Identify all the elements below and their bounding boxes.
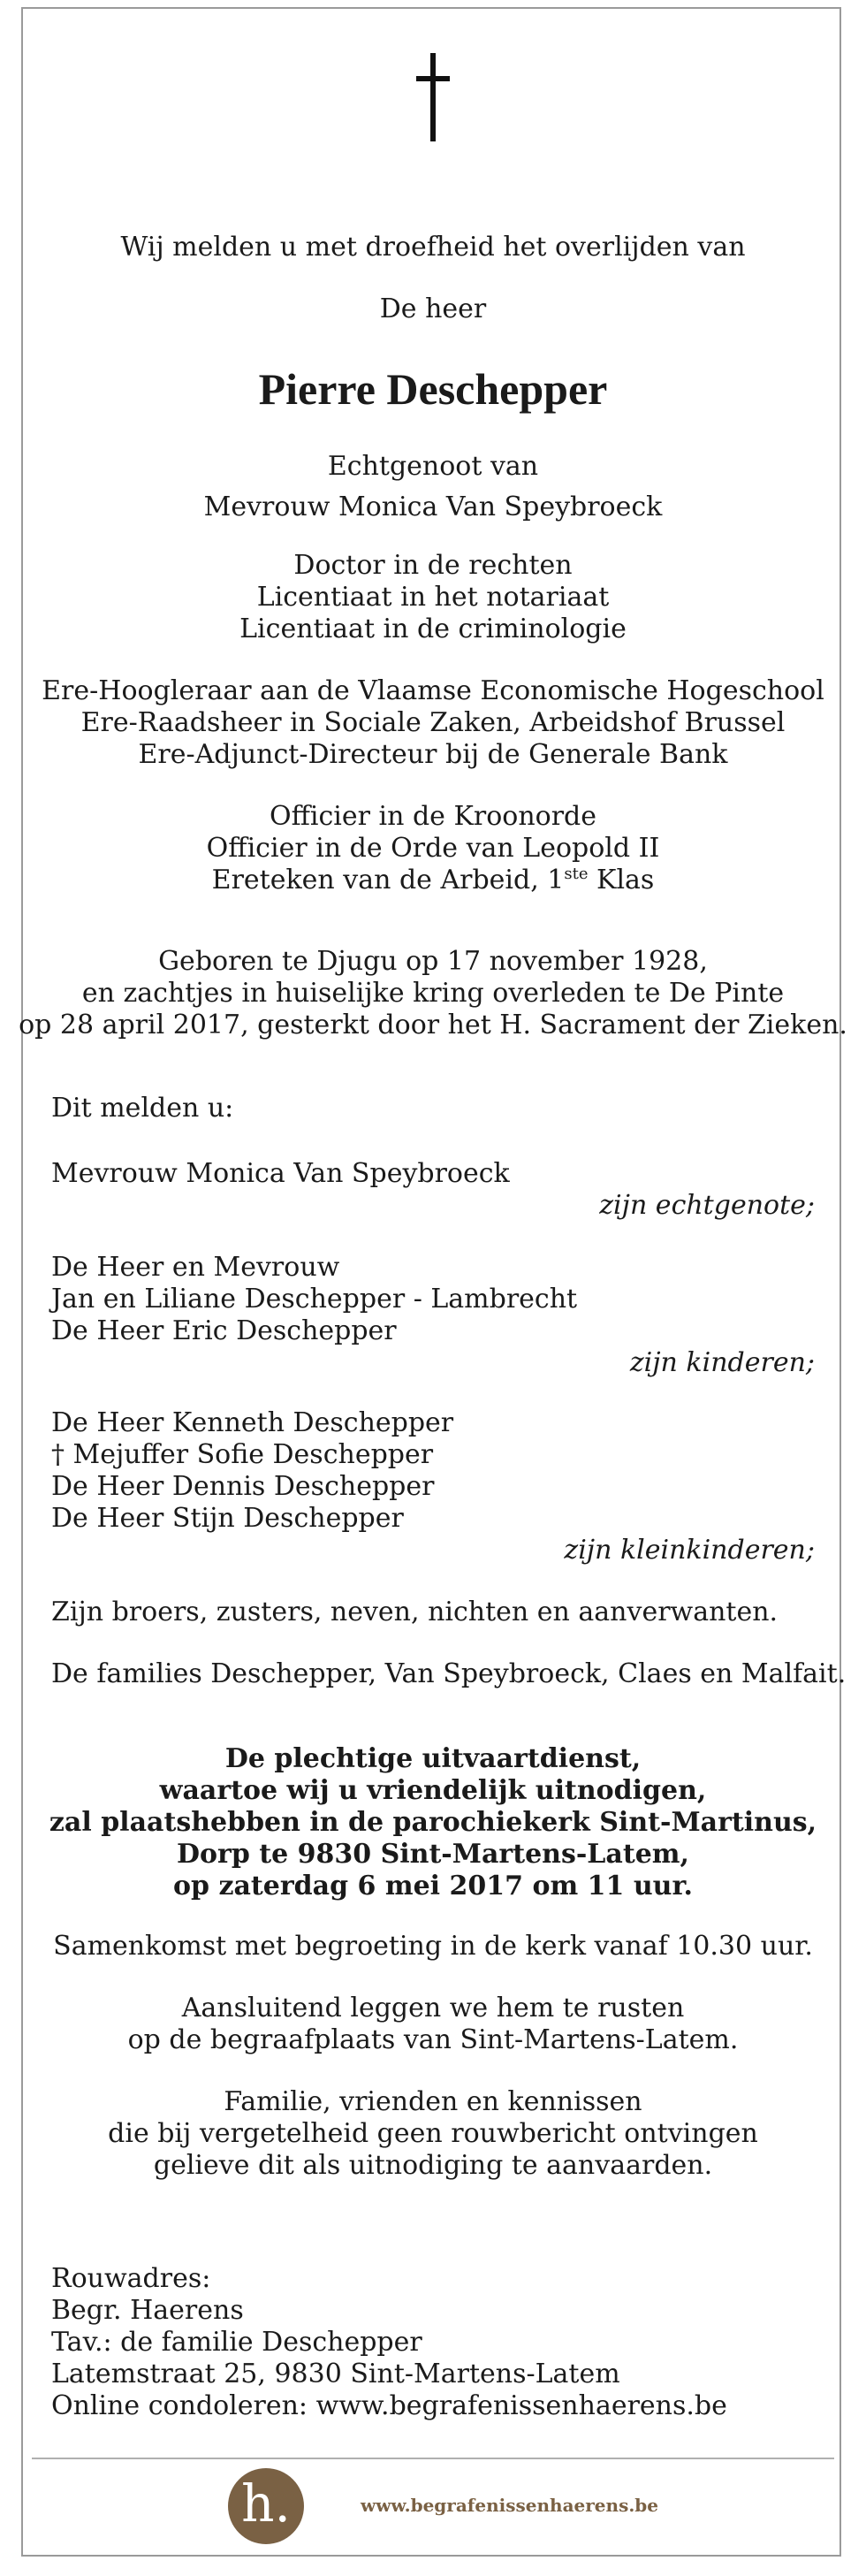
degree-line: Licentiaat in het notariaat	[256, 582, 610, 613]
grandchild-line: De Heer Dennis Deschepper	[51, 1471, 435, 1502]
online-condolence-line: Online condoleren: www.begrafenissenhaerens.be	[51, 2390, 727, 2421]
grandchild-line: De Heer Stijn Deschepper	[51, 1503, 404, 1534]
invitation-note-line: die bij vergetelheid geen rouwbericht ontvingen	[108, 2118, 758, 2149]
grandchildren-role: zijn kleinkinderen;	[564, 1535, 815, 1566]
child-line: De Heer en Mevrouw	[51, 1252, 340, 1283]
funeral-home-logo: h.	[228, 2468, 304, 2544]
honor-line-last: Ereteken van de Arbeid, 1ste Klas	[211, 865, 655, 896]
funeral-line: op zaterdag 6 mei 2017 om 11 uur.	[173, 1871, 693, 1902]
position-line: Ere-Adjunct-Directeur bij de Generale Bank	[138, 739, 728, 770]
relatives-line: Zijn broers, zusters, neven, nichten en aanverwanten.	[51, 1597, 779, 1627]
position-line: Ere-Raadsheer in Sociale Zaken, Arbeidshof Brussel	[80, 707, 786, 738]
title-prefix: De heer	[379, 293, 487, 324]
families-line: De families Deschepper, Van Speybroeck, Claes en Malfait.	[51, 1658, 847, 1689]
burial-line: op de begraafplaats van Sint-Martens-Latem.	[127, 2024, 739, 2055]
burial-line: Aansluitend leggen we hem te rusten	[181, 1993, 685, 2023]
cross-icon	[416, 53, 450, 141]
address-line: Begr. Haerens	[51, 2295, 244, 2326]
invitation-note-line: Familie, vrienden en kennissen	[224, 2086, 642, 2117]
honor-line: Officier in de Orde van Leopold II	[206, 833, 660, 864]
degree-line: Licentiaat in de criminologie	[239, 614, 627, 644]
gathering-line: Samenkomst met begroeting in de kerk vanaf 10.30 uur.	[53, 1931, 813, 1962]
address-line: Rouwadres:	[51, 2263, 211, 2294]
intro-text: Wij melden u met droefheid het overlijden van	[120, 232, 746, 263]
address-line: Tav.: de familie Deschepper	[51, 2327, 422, 2358]
grandchild-line: † Mejuffer Sofie Deschepper	[51, 1439, 434, 1470]
funeral-line: waartoe wij u vriendelijk uitnodigen,	[159, 1775, 707, 1806]
funeral-line: Dorp te 9830 Sint-Martens-Latem,	[177, 1839, 689, 1870]
funeral-line: zal plaatshebben in de parochiekerk Sint-Martinus,	[49, 1807, 817, 1838]
spouse-name: Mevrouw Monica Van Speybroeck	[203, 492, 663, 522]
funeral-line: De plechtige uitvaartdienst,	[224, 1743, 642, 1774]
child-line: De Heer Eric Deschepper	[51, 1315, 397, 1346]
child-line: Jan en Liliane Deschepper - Lambrecht	[51, 1284, 578, 1315]
address-line: Latemstraat 25, 9830 Sint-Martens-Latem	[51, 2359, 620, 2389]
honor-line: Officier in de Kroonorde	[269, 801, 597, 832]
birth-death-line: Geboren te Djugu op 17 november 1928,	[158, 946, 708, 977]
position-line: Ere-Hoogleraar aan de Vlaamse Economische Hogeschool	[42, 675, 824, 706]
spouse-label: Echtgenoot van	[327, 451, 539, 482]
deceased-name: Pierre Deschepper	[258, 364, 608, 414]
children-role: zijn kinderen;	[629, 1347, 815, 1378]
birth-death-line: en zachtjes in huiselijke kring overleden te De Pinte	[81, 978, 785, 1009]
funeral-home-url[interactable]: www.begrafenissenhaerens.be	[361, 2495, 659, 2516]
announce-by: Dit melden u:	[51, 1093, 234, 1124]
grandchild-line: De Heer Kenneth Deschepper	[51, 1407, 454, 1438]
spouse-entry: Mevrouw Monica Van Speybroeck	[51, 1158, 510, 1189]
degree-line: Doctor in de rechten	[293, 550, 573, 581]
footer-divider	[32, 2458, 834, 2459]
invitation-note-line: gelieve dit als uitnodiging te aanvaarden.	[153, 2150, 713, 2181]
spouse-role: zijn echtgenote;	[599, 1190, 815, 1221]
birth-death-line: op 28 april 2017, gesterkt door het H. Sacrament der Zieken.	[19, 1010, 847, 1040]
